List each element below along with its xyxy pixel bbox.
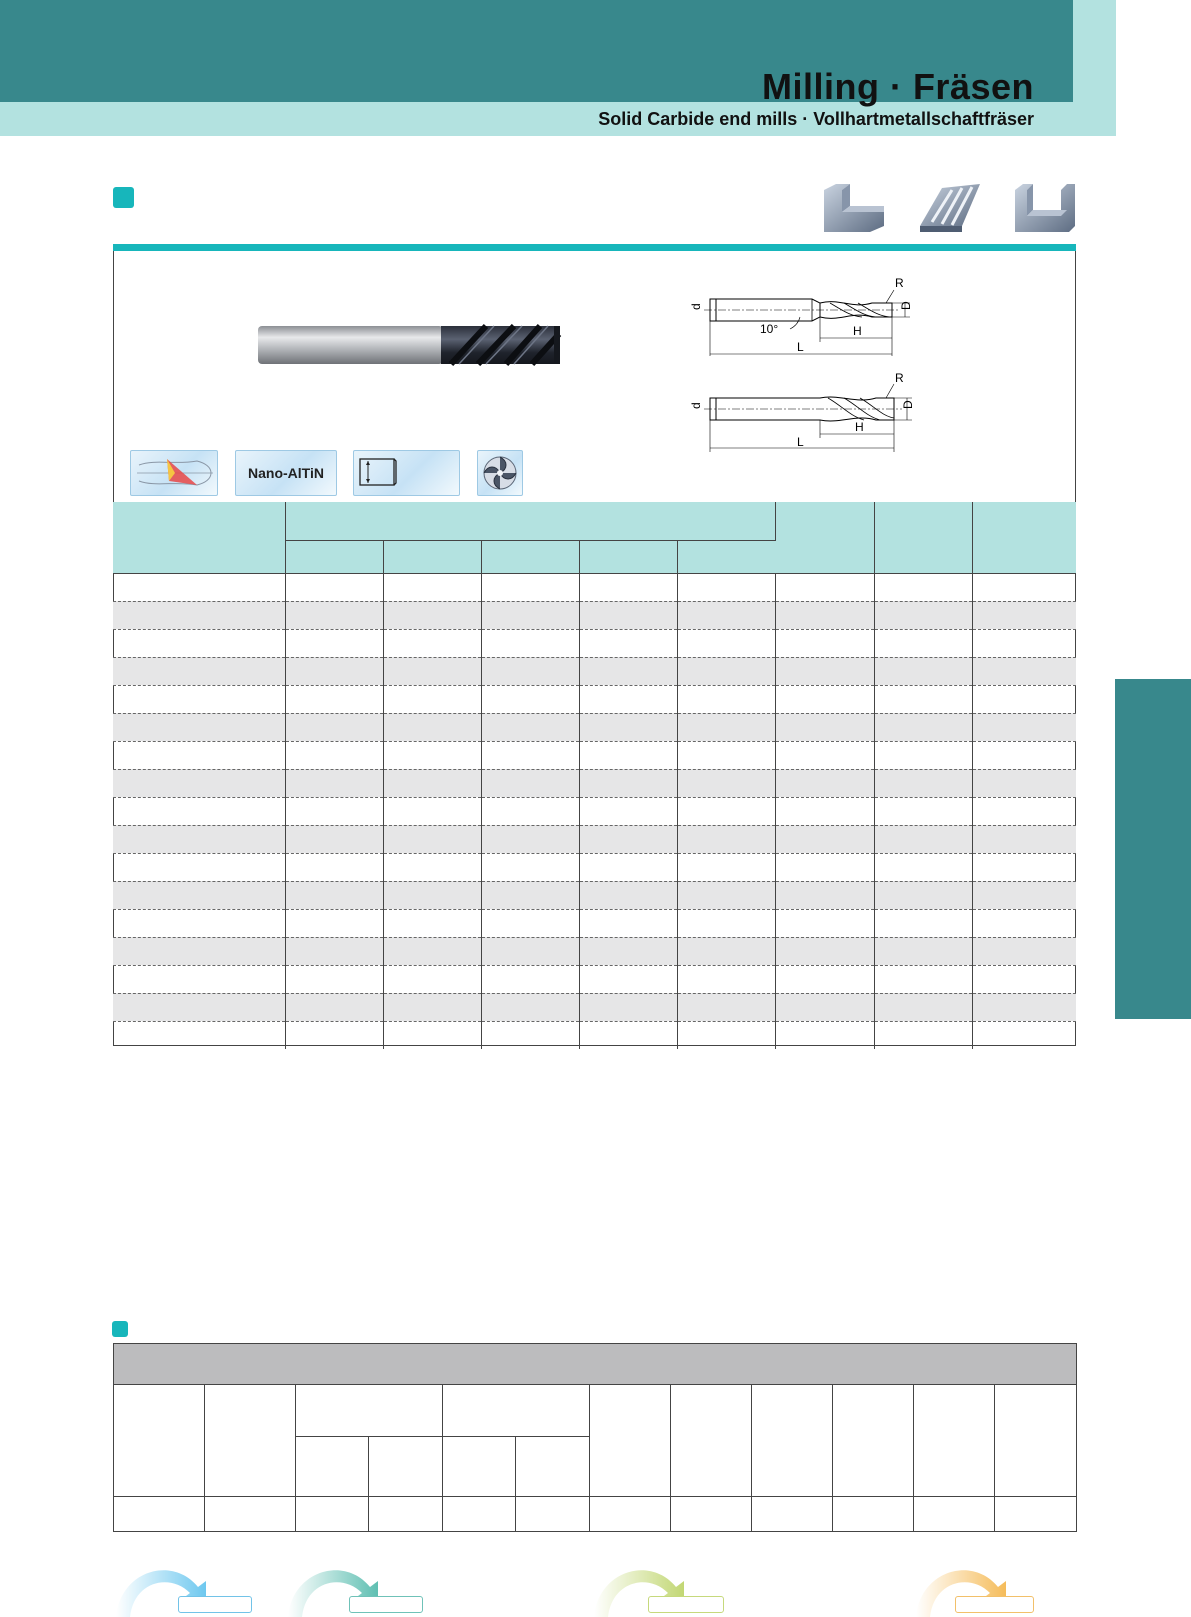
header-subcell [369, 1437, 443, 1497]
table-cell [383, 853, 481, 881]
flow-step-box [349, 1596, 423, 1613]
table-cell [677, 909, 775, 937]
header-cell [590, 1385, 671, 1497]
header-cell [671, 1385, 752, 1497]
shank-icon [354, 451, 459, 495]
diagram-label-R: R [895, 372, 904, 385]
table-cell [972, 573, 1076, 601]
table-cell [972, 629, 1076, 657]
table-cell [296, 1497, 369, 1532]
grooving-icon [918, 182, 982, 234]
header-group-cell [285, 502, 775, 540]
table-cell [113, 685, 285, 713]
table-cell [285, 853, 383, 881]
chapter-side-tab[interactable] [1115, 679, 1191, 1019]
table-cell [579, 909, 677, 937]
table-cell [481, 573, 579, 601]
table-cell [481, 713, 579, 741]
table-cell [972, 965, 1076, 993]
table-cell [481, 629, 579, 657]
table-cell [775, 629, 874, 657]
table-cell [677, 825, 775, 853]
table-cell [285, 769, 383, 797]
table-cell [285, 881, 383, 909]
table-cell [383, 965, 481, 993]
table-cell [113, 965, 285, 993]
table-cell [481, 993, 579, 1021]
table-cell [369, 1497, 443, 1532]
table-cell [972, 993, 1076, 1021]
table-cell [285, 797, 383, 825]
table-cell [874, 657, 972, 685]
table-cell [285, 573, 383, 601]
shank-badge [353, 450, 460, 496]
dimension-drawing-neck [680, 276, 920, 376]
table-cell [113, 1021, 285, 1049]
header-corner-block [1073, 0, 1116, 136]
table-row [113, 573, 1076, 601]
table-cell [113, 657, 285, 685]
table-cell [285, 601, 383, 629]
table-cell [775, 797, 874, 825]
table-row [113, 937, 1076, 965]
table-cell [383, 657, 481, 685]
table-cell [972, 657, 1076, 685]
table-cell [590, 1497, 671, 1532]
flow-step-box [178, 1596, 252, 1613]
table-cell [579, 1021, 677, 1049]
table-cell [775, 685, 874, 713]
table-cell [775, 881, 874, 909]
table-cell [579, 797, 677, 825]
header-cell [114, 1385, 205, 1497]
table-cell [874, 769, 972, 797]
table-cell [285, 657, 383, 685]
table-cell [285, 993, 383, 1021]
table-cell [205, 1497, 296, 1532]
table-cell [972, 685, 1076, 713]
table-cell [383, 685, 481, 713]
table-cell [775, 965, 874, 993]
table-cell [481, 601, 579, 629]
table-cell [481, 769, 579, 797]
table-cell [833, 1497, 914, 1532]
slotting-icon [1013, 182, 1077, 234]
table-cell [113, 797, 285, 825]
diagram-label-d: d [689, 303, 703, 310]
table-cell [677, 881, 775, 909]
table-cell [677, 937, 775, 965]
table-cell [874, 881, 972, 909]
coating-badge [235, 450, 337, 496]
table-cell [972, 909, 1076, 937]
table-cell [113, 741, 285, 769]
table-cell [285, 937, 383, 965]
table-cell [113, 629, 285, 657]
end-mill-photo [256, 320, 566, 370]
table-cell [775, 1021, 874, 1049]
table-row [113, 1021, 1076, 1049]
table-cell [579, 965, 677, 993]
header-cell [775, 502, 874, 573]
table-row [113, 825, 1076, 853]
table-cell [113, 601, 285, 629]
diagram-label-d: d [689, 402, 703, 409]
table-cell [972, 713, 1076, 741]
table-cell [579, 685, 677, 713]
table-cell [677, 853, 775, 881]
table-cell [775, 769, 874, 797]
table-cell [383, 769, 481, 797]
cutting-table-body [114, 1497, 1077, 1532]
table-row [113, 657, 1076, 685]
table-cell [516, 1497, 590, 1532]
flow-step-box [648, 1596, 724, 1613]
table-cell [775, 573, 874, 601]
table-cell [775, 657, 874, 685]
table-cell [775, 937, 874, 965]
section-divider [113, 244, 1076, 251]
table-cell [874, 685, 972, 713]
table-cell [874, 965, 972, 993]
table-cell [677, 657, 775, 685]
table-cell [114, 1497, 205, 1532]
table-cell [481, 1021, 579, 1049]
table-cell [579, 629, 677, 657]
header-subcell [677, 540, 775, 573]
table-cell [383, 1021, 481, 1049]
table-cell [752, 1497, 833, 1532]
table-cell [113, 573, 285, 601]
table-cell [285, 685, 383, 713]
spec-table [113, 502, 1076, 1049]
table-row [113, 965, 1076, 993]
table-cell [579, 741, 677, 769]
table-cell [677, 741, 775, 769]
table-cell [285, 965, 383, 993]
table-cell [481, 909, 579, 937]
table-row [113, 993, 1076, 1021]
table-cell [383, 881, 481, 909]
header-subcell [285, 540, 383, 573]
table-cell [285, 713, 383, 741]
table-cell [481, 937, 579, 965]
table-cell [972, 825, 1076, 853]
table-cell [579, 937, 677, 965]
table-cell [775, 909, 874, 937]
table-cell [972, 769, 1076, 797]
table-cell [914, 1497, 995, 1532]
table-cell [113, 937, 285, 965]
header-cell [113, 502, 285, 573]
table-cell [972, 853, 1076, 881]
table-cell [874, 741, 972, 769]
page-title: Milling · Fräsen [761, 66, 1034, 107]
table-row [113, 741, 1076, 769]
table-cell [972, 601, 1076, 629]
four-flute-icon [478, 451, 522, 495]
header-subcell [481, 540, 579, 573]
table-cell [113, 909, 285, 937]
table-cell [874, 713, 972, 741]
table-cell [383, 741, 481, 769]
table-cell [113, 825, 285, 853]
table-cell [677, 685, 775, 713]
table-cell [383, 825, 481, 853]
table-cell [874, 937, 972, 965]
table-cell [677, 629, 775, 657]
table-row [113, 601, 1076, 629]
table-cell [383, 797, 481, 825]
table-cell [775, 713, 874, 741]
table-row [113, 629, 1076, 657]
table-cell [383, 629, 481, 657]
header-subcell [296, 1437, 369, 1497]
table-cell [874, 825, 972, 853]
table-cell [285, 1021, 383, 1049]
flutes-badge [477, 450, 523, 496]
table-cell [874, 797, 972, 825]
table-cell [579, 657, 677, 685]
dimension-drawing-straight [680, 372, 920, 472]
table-cell [579, 993, 677, 1021]
table-cell [579, 881, 677, 909]
helix-angle-icon [131, 451, 217, 495]
table-cell [995, 1497, 1077, 1532]
table-cell [677, 713, 775, 741]
shoulder-milling-icon [822, 182, 886, 234]
header-subcell [579, 540, 677, 573]
section-marker [112, 1321, 128, 1337]
table-cell [579, 825, 677, 853]
table-cell [579, 573, 677, 601]
spec-table-body [113, 573, 1076, 1049]
table-cell [285, 909, 383, 937]
table-cell [481, 657, 579, 685]
header-group-cell [443, 1385, 590, 1437]
table-cell [775, 741, 874, 769]
table-cell [383, 601, 481, 629]
header-subcell [383, 540, 481, 573]
table-cell [383, 993, 481, 1021]
header-cell [972, 502, 1076, 573]
table-cell [481, 825, 579, 853]
table-cell [113, 713, 285, 741]
table-cell [443, 1497, 516, 1532]
header-cell [995, 1385, 1077, 1497]
table-cell [874, 573, 972, 601]
flow-step-box [955, 1596, 1034, 1613]
table-row [114, 1497, 1077, 1532]
table-cell [481, 853, 579, 881]
table-cell [972, 881, 1076, 909]
coating-label: Nano-AlTiN [248, 465, 324, 481]
table-row [113, 713, 1076, 741]
table-cell [677, 993, 775, 1021]
table-cell [481, 965, 579, 993]
table-cell [481, 741, 579, 769]
header-cell [914, 1385, 995, 1497]
table-cell [113, 853, 285, 881]
table-cell [874, 601, 972, 629]
table-cell [874, 629, 972, 657]
diagram-label-R: R [895, 276, 904, 290]
table-cell [383, 573, 481, 601]
diagram-label-H: H [855, 420, 864, 434]
table-row [113, 769, 1076, 797]
table-cell [775, 993, 874, 1021]
table-cell [481, 685, 579, 713]
table-cell [285, 741, 383, 769]
table-cell [874, 909, 972, 937]
table-cell [775, 853, 874, 881]
header-cell [874, 502, 972, 573]
table-cell [677, 1021, 775, 1049]
table-cell [677, 769, 775, 797]
table-cell [972, 937, 1076, 965]
table-cell [874, 993, 972, 1021]
table-cell [972, 1021, 1076, 1049]
table-cell [874, 1021, 972, 1049]
table-cell [579, 853, 677, 881]
table-cell [579, 601, 677, 629]
table-cell [285, 825, 383, 853]
table-cell [874, 853, 972, 881]
table-cell [481, 797, 579, 825]
table-cell [579, 713, 677, 741]
table-cell [481, 881, 579, 909]
table-cell [383, 713, 481, 741]
diagram-label-L: L [797, 340, 804, 354]
table-cell [775, 825, 874, 853]
table-cell [671, 1497, 752, 1532]
table-cell [285, 629, 383, 657]
table-cell [775, 601, 874, 629]
header-group-cell [296, 1385, 443, 1437]
table-cell [113, 881, 285, 909]
diagram-label-D: D [899, 301, 913, 310]
header-cell [833, 1385, 914, 1497]
page-subtitle: Solid Carbide end mills · Vollhartmetallschaftfräser [598, 109, 1034, 129]
section-marker [113, 187, 134, 208]
cutting-table-title [114, 1344, 1077, 1385]
table-cell [113, 769, 285, 797]
header-cell [205, 1385, 296, 1497]
table-cell [972, 741, 1076, 769]
cutting-data-table [113, 1343, 1077, 1532]
helix-angle-badge [130, 450, 218, 496]
table-row [113, 881, 1076, 909]
table-row [113, 797, 1076, 825]
table-cell [383, 909, 481, 937]
header-cell [752, 1385, 833, 1497]
header-subcell [516, 1437, 590, 1497]
table-cell [677, 573, 775, 601]
table-row [113, 853, 1076, 881]
table-cell [677, 965, 775, 993]
table-row [113, 685, 1076, 713]
diagram-label-L: L [797, 435, 804, 449]
table-cell [383, 937, 481, 965]
table-cell [677, 797, 775, 825]
diagram-label-angle: 10° [760, 322, 779, 336]
table-cell [113, 993, 285, 1021]
diagram-label-D: D [901, 400, 915, 409]
table-cell [579, 769, 677, 797]
table-row [113, 909, 1076, 937]
diagram-label-H: H [853, 324, 862, 338]
header-subcell [443, 1437, 516, 1497]
table-cell [677, 601, 775, 629]
table-cell [972, 797, 1076, 825]
